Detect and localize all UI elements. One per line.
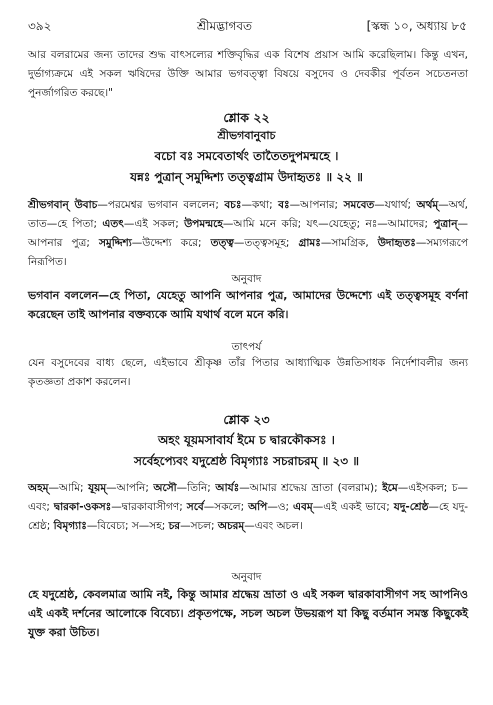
synonym-word: শ্রীভগবান্ উবাচ [28,199,98,211]
synonym-meaning: —উদ্দেশ্য করে; [131,237,211,249]
sloka-23-verse-line-2: সর্বেহপ্যেবং যদুশ্রেষ্ঠ বিমৃগ্যাঃ সচরাচরম্ ॥ ২৩ ॥ [133,454,360,468]
synonym-meaning: —কথা; [241,199,279,211]
synonym-word: সমুদ্দিশ্য [98,237,132,249]
sloka-23-synonyms [28,479,468,536]
page-number: ৩৯২ [28,19,52,33]
synonym-word: যূয়ম্ [88,482,107,494]
synonym-meaning: —হে যদু-শ্রেষ্ঠ; [28,501,468,532]
synonym-meaning: —সকলে; [203,501,249,513]
synonym-meaning: —দ্বারকাবাসীগণ; [111,501,187,513]
synonym-word: অচরম্ [217,520,245,532]
synonym-meaning: —এই সকল; [123,218,185,230]
sloka-22-translation: ভগবান বললেন—হে পিতা, যেহেতু আপনি আপনার পুত্র, আমাদের উদ্দেশ্যে এই তত্ত্বসমূহ বর্ণনা করেছেন তাই আপনার বক্তব্যকে আমি যথার্থ বলে মনে করি। [28,289,468,321]
synonym-word: দ্বারকা-ওকসঃ [53,501,112,513]
synonym-meaning: —অর্থ, তাত—হে পিতা; [28,199,468,230]
synonym-word: সমবেত [343,199,375,211]
synonym-word: বঃ [278,199,290,211]
synonym-word: এবম্ [293,501,313,513]
synonym-meaning: —আপনার পুত্র; [28,218,468,249]
synonym-word: অসৌ [153,482,177,494]
synonym-word: পুত্রান্ [433,218,458,230]
synonym-meaning: —আপনার; [289,199,344,211]
synonym-meaning: —তিনি; [176,482,216,494]
synonym-word: উদাহৃতঃ [377,237,416,249]
synonym-word: উপমন্মহে [184,218,223,230]
sloka-22-title: শ্লোক ২২ [223,110,270,125]
running-title: শ্রীমদ্ভাগবত [197,19,253,33]
synonym-meaning: —আমি মনে করি; যৎ—যেহেতু; নঃ—আমাদের; [222,218,434,230]
sloka-23-translation: হে যদুশ্রেষ্ঠ, কেবলমাত্র আমি নই, কিন্তু আমার শ্রদ্ধেয় ভ্রাতা ও এই সকল দ্বারকাবাসীগণ সহ আপনিও এই একই দর্শনের আলোকে বিবেচ্য। প্রকৃতপক্ষে, সচল অচল উভয়রূপ যা কিছু বর্তমান সমস্ত কিছুকেই যুক্ত করা উচিত। [28,588,468,639]
synonym-meaning: —পরমেশ্বর ভগবান বললেন; [97,199,225,211]
synonym-meaning: —আমি; [48,482,89,494]
synonym-meaning: —সামগ্রিক, [320,237,378,249]
synonym-word: ইমে [382,482,398,494]
sloka-23-verse-line-1: অহং যূয়মসাবার্য ইমে চ দ্বারকৌকসঃ । [158,433,335,447]
synonym-word: বচঃ [224,199,242,211]
synonym-meaning: —এই একই ভাবে; [312,501,394,513]
synonym-meaning: —সম্যগরূপে নিরূপিত। [28,237,468,268]
synonym-word: সর্বে [186,501,204,513]
sloka-22-translation-title: অনুবাদ [231,273,262,285]
synonym-word: চর [168,520,181,532]
synonym-word: আর্যঃ [215,482,240,494]
sloka-22-synonyms [28,196,468,272]
synonym-meaning: —বিবেচ্য; স—সহ; [86,520,169,532]
synonym-meaning: —সচল; [180,520,218,532]
sloka-22-verse-line-2: যন্নঃ পুত্রান্ সমুদ্দিশ্য তত্ত্বগ্রাম উদাহৃতঃ ॥ ২২ ॥ [130,170,363,184]
sloka-22-purport: যেন বসুদেবের বাধ্য ছেলে, এইভাবে শ্রীকৃষ্ণ তাঁর পিতার আধ্যাত্মিক উন্নতিসাধক নির্দেশাবলীর জন্য কৃতজ্ঞতা প্রকাশ করলেন। [28,357,468,388]
synonym-meaning: —এইসকল; চ—এবং; [28,482,468,513]
synonym-word: অহম্ [28,482,49,494]
sloka-23-translation-title: অনুবাদ [231,571,262,583]
sloka-23-title: শ্লোক ২৩ [223,412,270,427]
running-section: [স্কন্ধ ১০, অধ্যায় ৮৫ [366,19,467,33]
sloka-22-purport-title: তাৎপর্য [231,341,262,353]
synonym-meaning: —আমার শ্রদ্ধেয় ভ্রাতা (বলরাম); [239,482,383,494]
synonym-word: গ্রামঃ [298,237,321,249]
synonym-word: এতৎ [102,218,124,230]
synonym-meaning: —এবং অচল। [244,520,303,532]
synonym-meaning: —তত্ত্বসমূহ; [233,237,299,249]
synonym-word: তত্ত্ব [210,237,234,249]
synonym-meaning: —আপনি; [106,482,154,494]
sloka-22-verse-line-1: বচো বঃ সমবেতার্থং তাতৈতদুপমন্মহে । [154,149,339,163]
synonym-word: অর্থম্ [416,199,439,211]
synonym-word: বিমৃগ্যাঃ [53,520,87,532]
synonym-meaning: —ও; [267,501,294,513]
synonym-word: অপি [248,501,268,513]
intro-paragraph: আর বলরামের জন্য তাদের শুদ্ধ বাৎসল্যের শক্তিবৃদ্ধির এক বিশেষ প্রয়াস আমি করেছিলাম। কিন্তু এখন, দুর্ভাগ্যক্রমে এই সকল ঋষিদের উক্তি আমার ভগবত্ত্বা বিষয়ে বসুদেব ও দেবকীর পূর্বতন সচেতনতা পুনর্জাগরিত করছে।" [28,49,468,99]
synonym-word: যদু-শ্রেষ্ঠ [393,501,429,513]
sloka-22-speaker: শ্রীভগবানুবাচ [217,129,276,142]
synonym-meaning: —যথার্থ; [374,199,417,211]
